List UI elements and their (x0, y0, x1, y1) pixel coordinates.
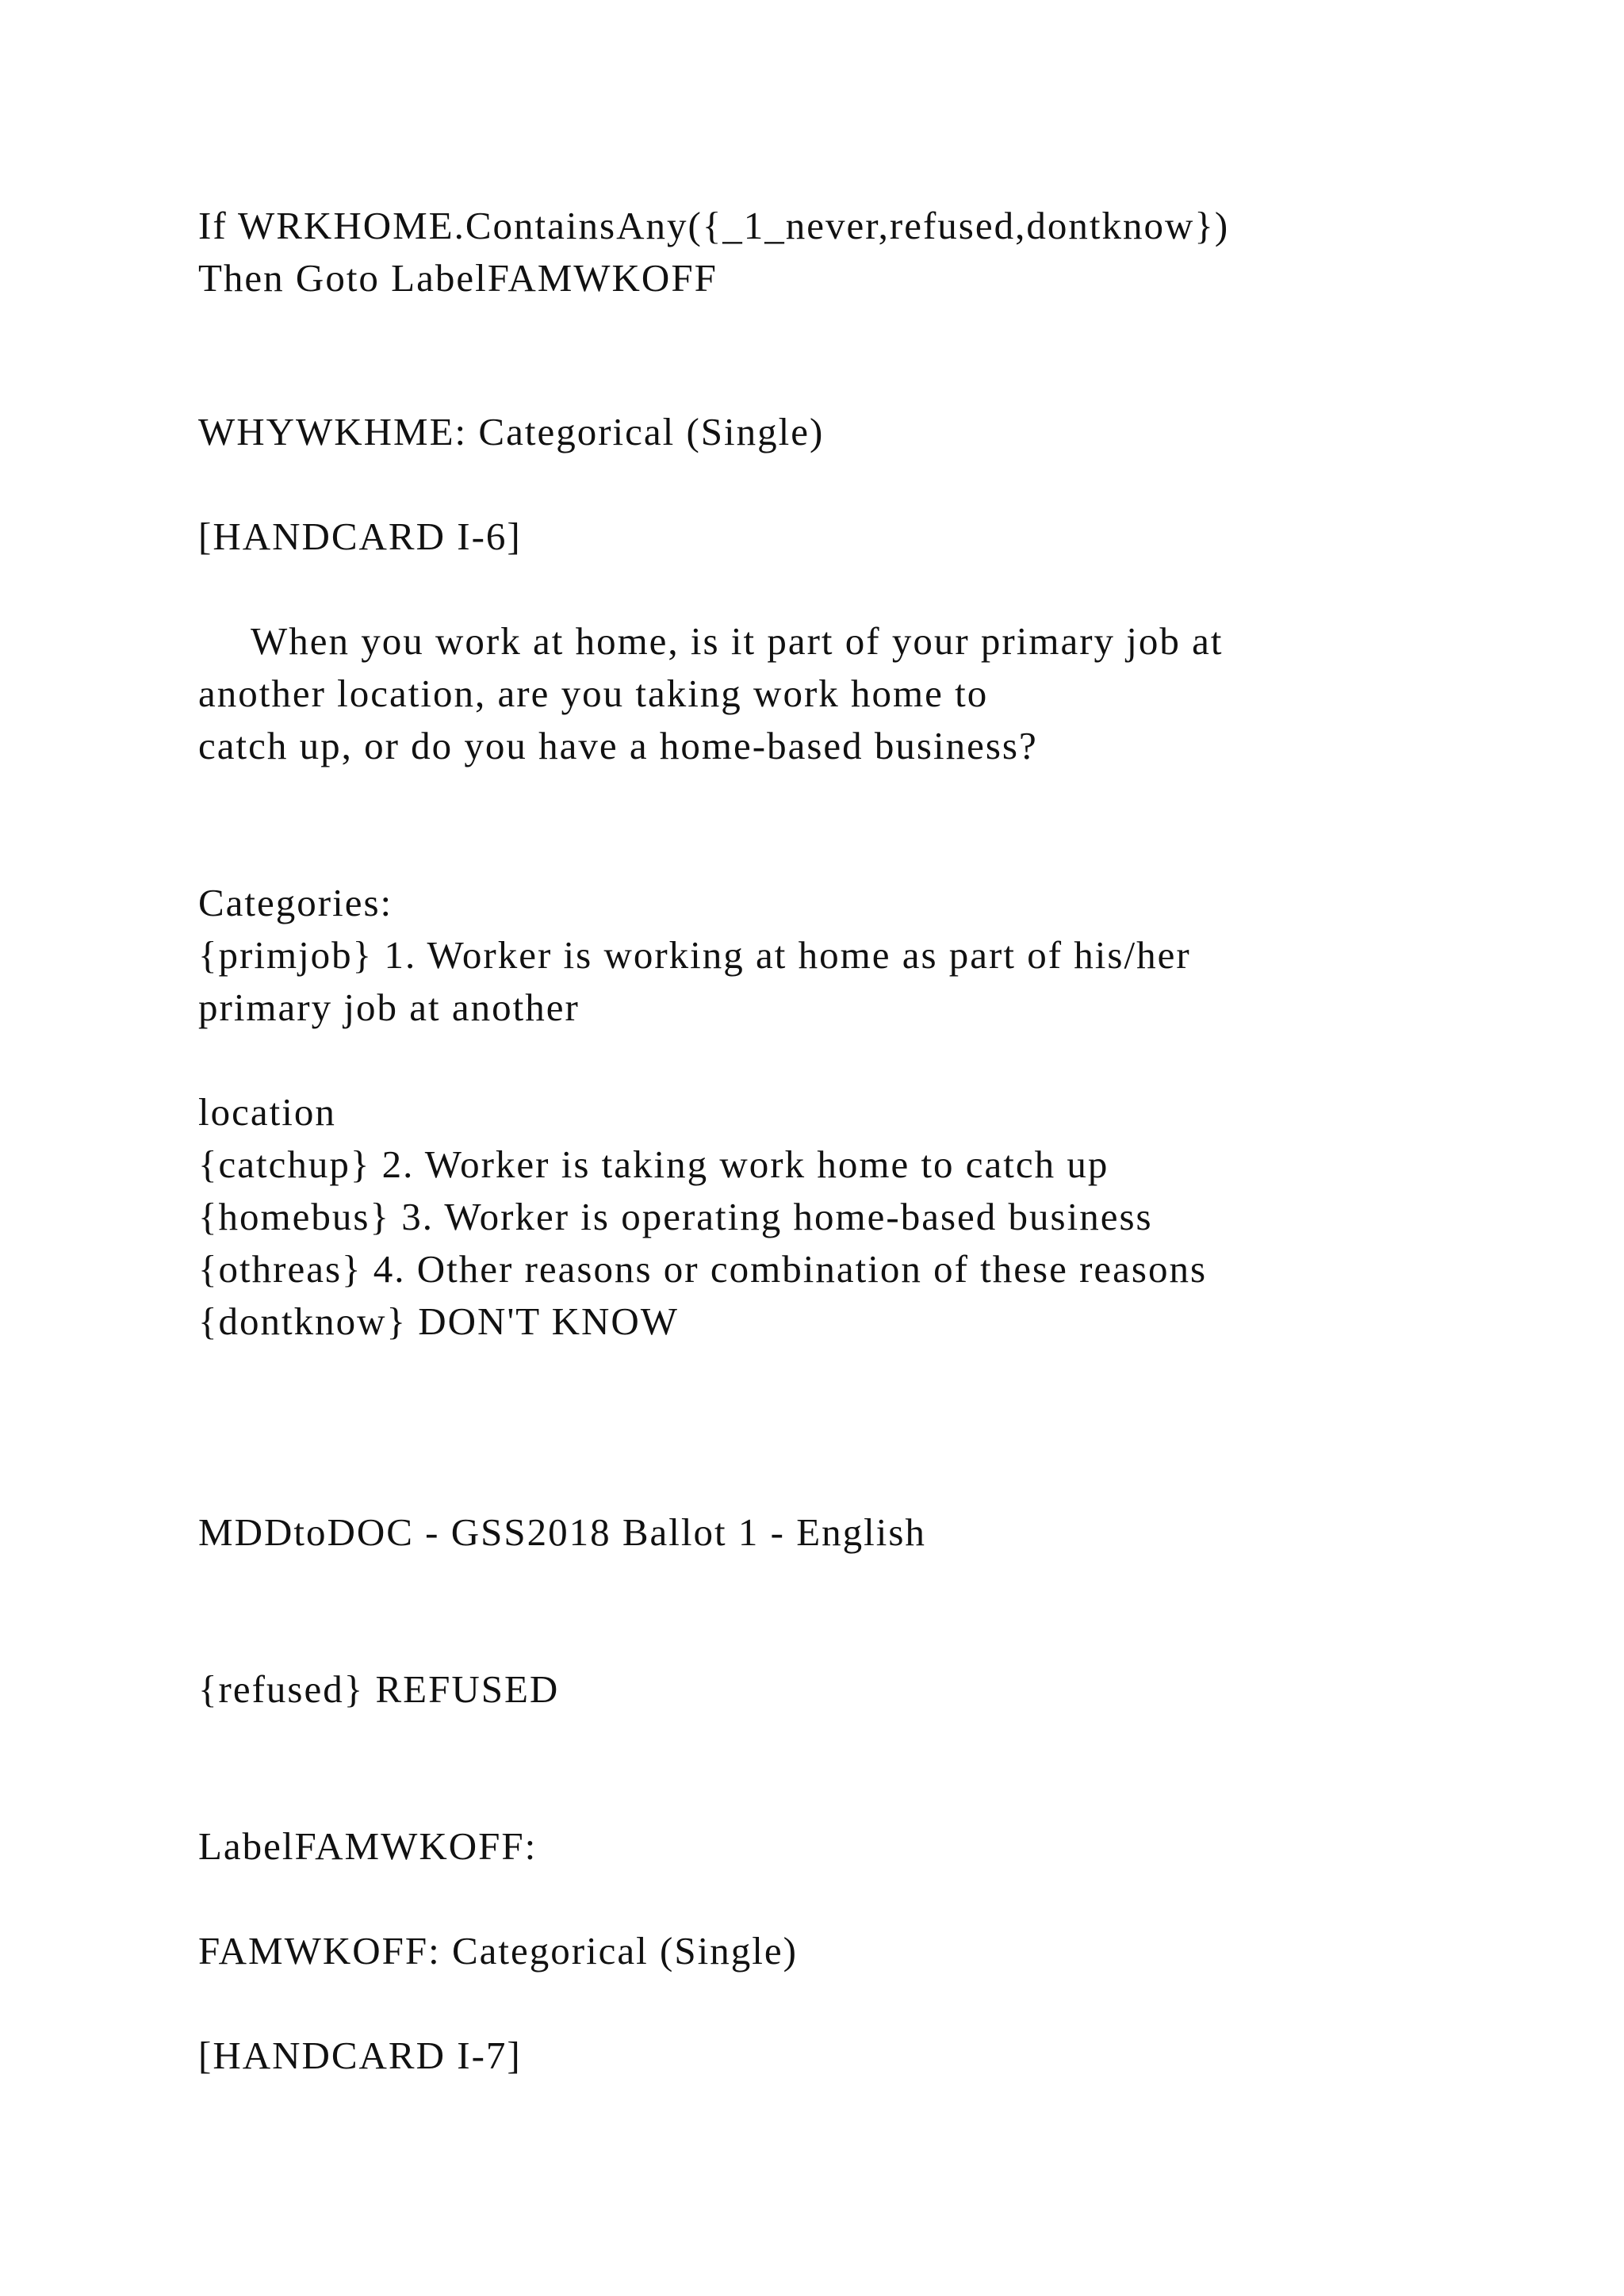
whywkhme-question-line-2: another location, are you taking work home to (198, 672, 989, 715)
category-primjob-line-2: primary job at another (198, 985, 580, 1029)
famwkoff-handcard: [HANDCARD I-7] (198, 2034, 522, 2077)
category-othreas: {othreas} 4. Other reasons or combination of these reasons (198, 1247, 1208, 1291)
whywkhme-question-line-3: catch up, or do you have a home-based business? (198, 724, 1038, 767)
categories-label: Categories: (198, 881, 393, 924)
label-famwkoff: LabelFAMWKOFF: (198, 1824, 538, 1868)
category-dontknow: {dontknow} DON'T KNOW (198, 1299, 679, 1343)
whywkhme-handcard: [HANDCARD I-6] (198, 515, 522, 558)
category-catchup: {catchup} 2. Worker is taking work home to catch up (198, 1142, 1109, 1186)
condition-line-2: Then Goto LabelFAMWKOFF (198, 256, 718, 300)
famwkoff-heading: FAMWKOFF: Categorical (Single) (198, 1929, 798, 1973)
category-primjob-line-1: {primjob} 1. Worker is working at home as part of his/her (198, 933, 1191, 977)
category-primjob-line-3: location (198, 1090, 336, 1134)
category-refused: {refused} REFUSED (198, 1667, 560, 1711)
whywkhme-heading: WHYWKHME: Categorical (Single) (198, 410, 825, 453)
whywkhme-question-line-1: When you work at home, is it part of your primary job at (251, 619, 1224, 663)
condition-line-1: If WRKHOME.ContainsAny({_1_never,refused,dontknow}) (198, 204, 1230, 247)
document-footer: MDDtoDOC - GSS2018 Ballot 1 - English (198, 1510, 926, 1554)
category-homebus: {homebus} 3. Worker is operating home-based business (198, 1195, 1153, 1238)
